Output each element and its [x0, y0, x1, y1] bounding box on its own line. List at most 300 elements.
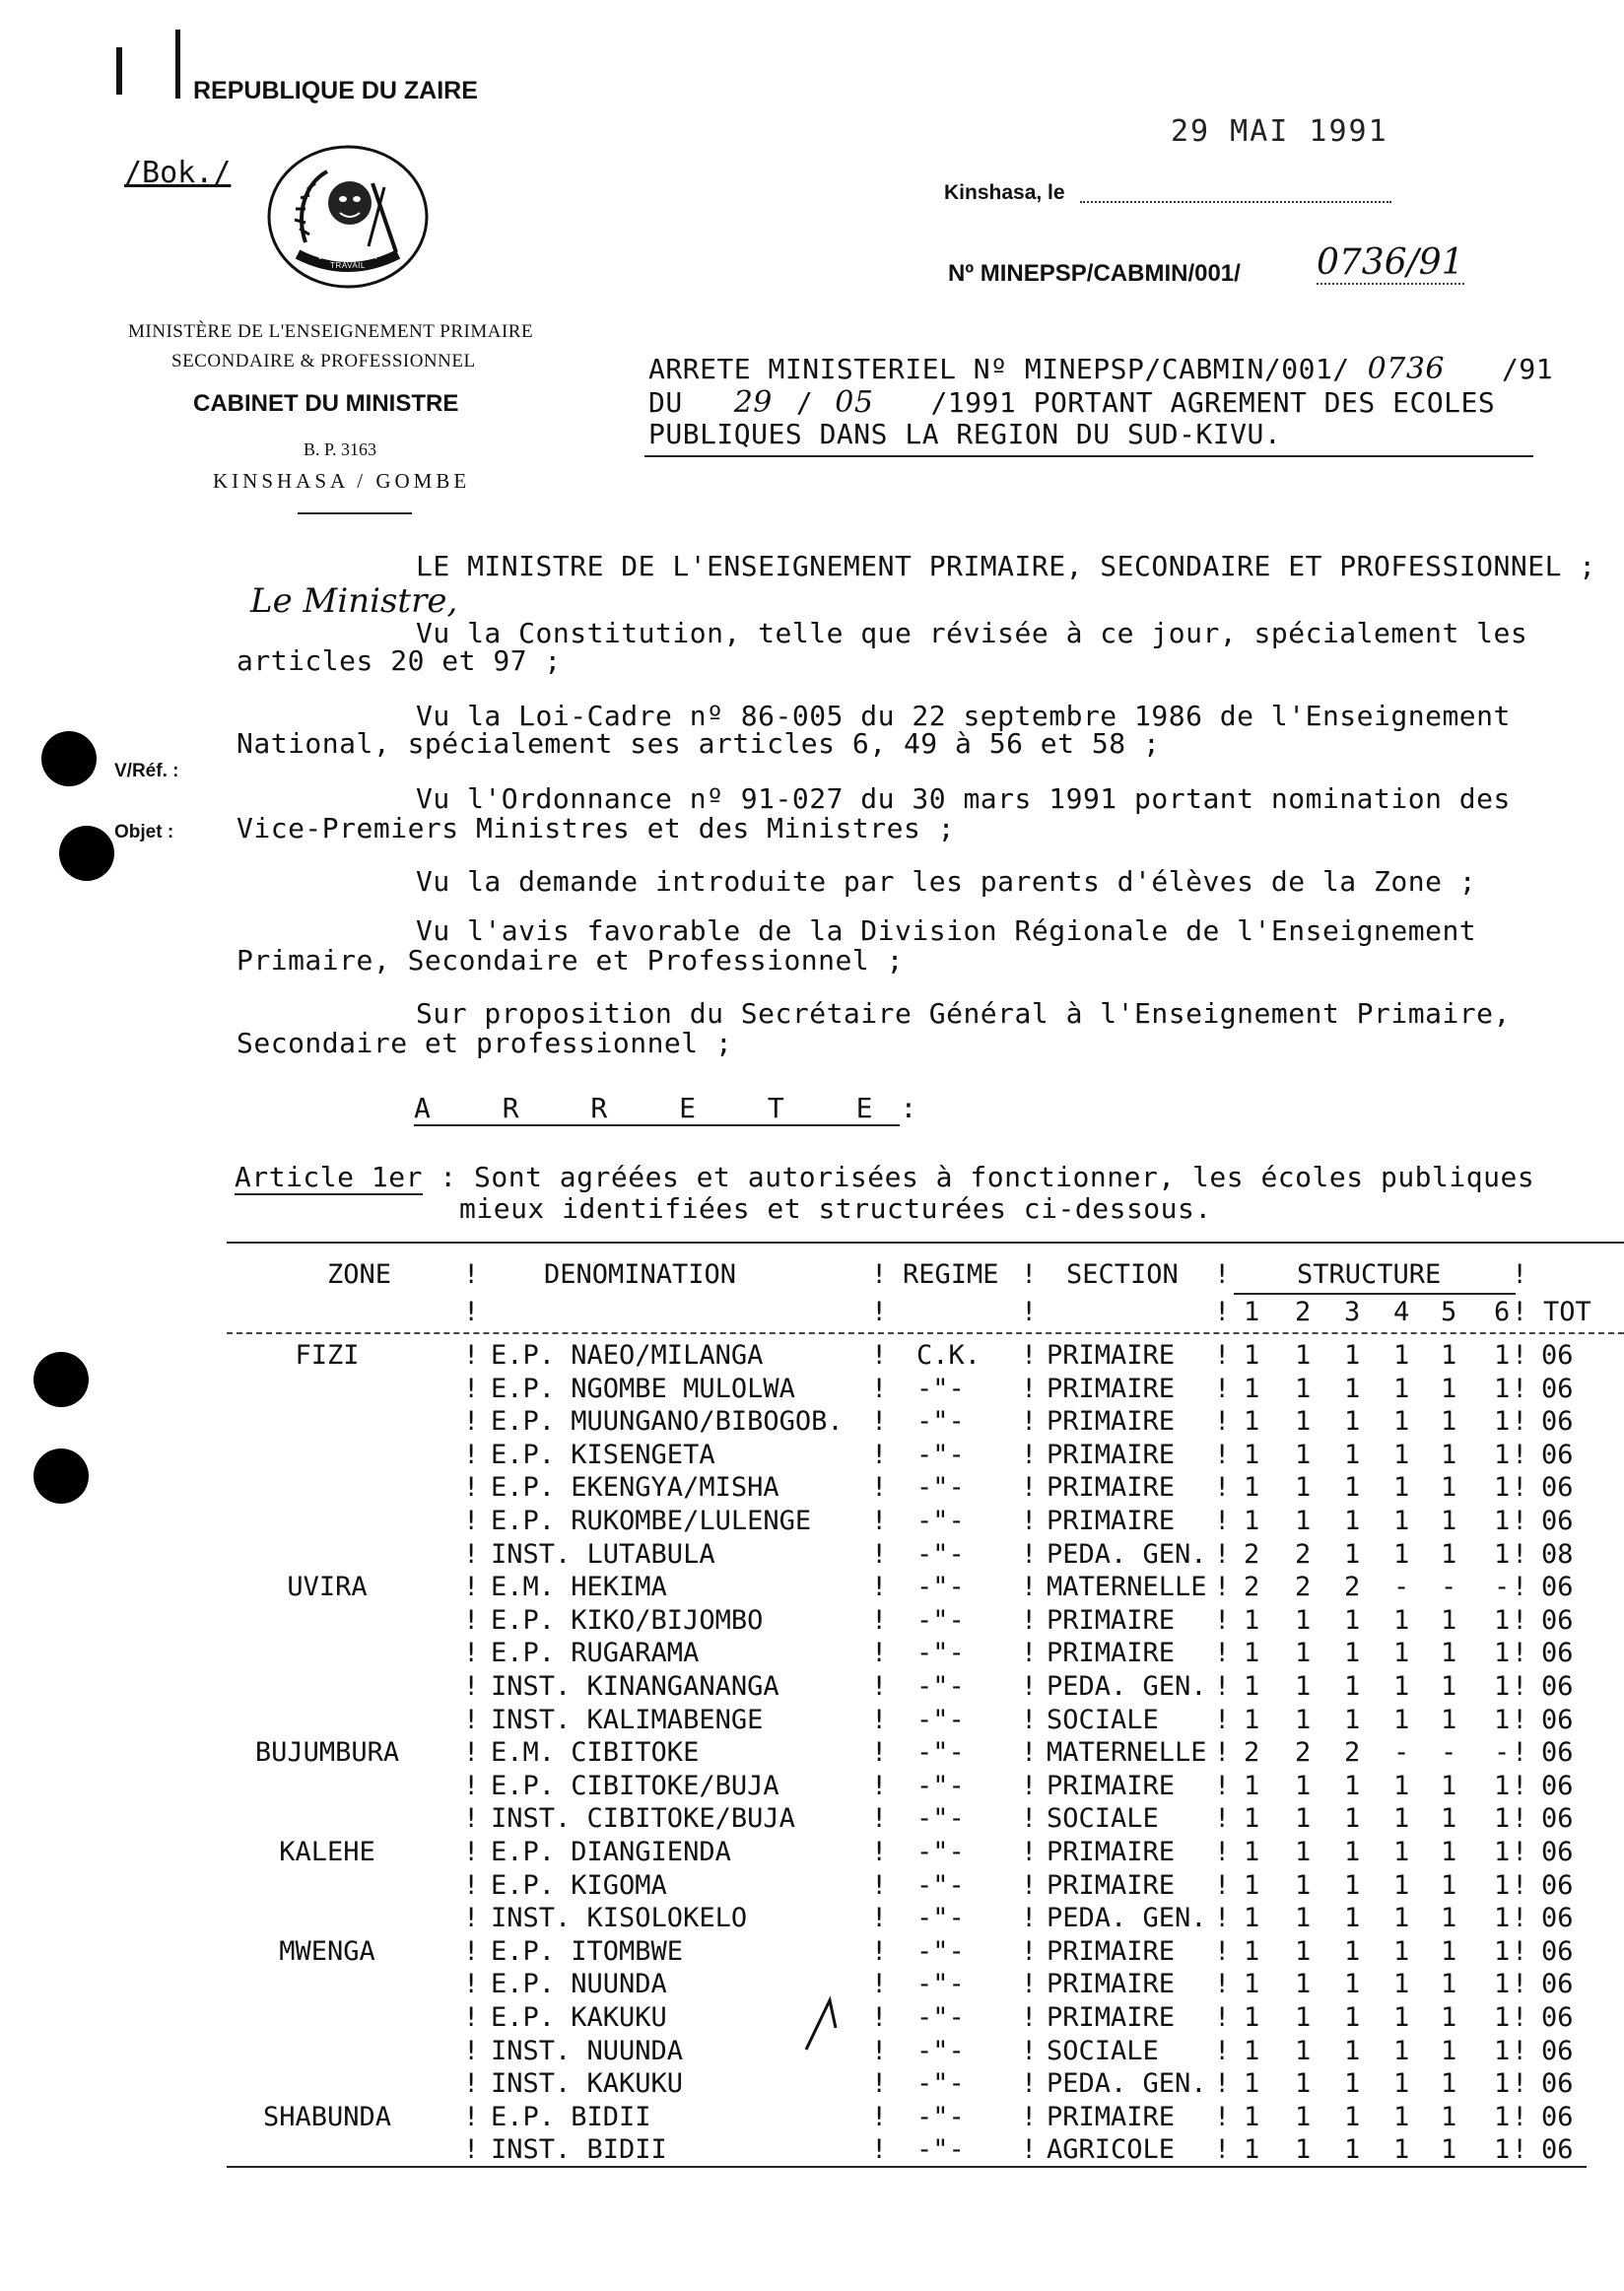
cell-denomination: E.P. RUGARAMA — [491, 1638, 700, 1669]
col-sep: ! — [463, 2068, 480, 2100]
cell-regime: -"- — [916, 1406, 965, 1438]
cell-regime: -"- — [916, 1604, 965, 1636]
col-sep: ! — [1021, 1259, 1038, 1290]
cell-denomination: E.P. NGOMBE MULOLWA — [491, 1373, 795, 1404]
col-sep: ! — [1214, 1439, 1231, 1470]
cell-structure-year-1: 1 — [1244, 1406, 1260, 1438]
cell-section: PRIMAIRE — [1047, 1406, 1176, 1438]
cell-denomination: E.P. KIKO/BIJOMBO — [491, 1604, 764, 1636]
col-sep: ! — [463, 1638, 480, 1669]
cell-regime: -"- — [916, 1837, 965, 1867]
cell-structure-year-4: 1 — [1393, 1969, 1410, 2000]
cell-denomination: INST. KISOLOKELO — [491, 1903, 748, 1934]
handwritten-mark — [802, 1994, 842, 2058]
title-month-handwritten: 05 — [835, 385, 874, 420]
cell-structure-year-5: 1 — [1441, 1538, 1457, 1570]
table-row — [0, 2102, 1624, 2134]
table-subheader-row — [0, 1297, 1624, 1329]
cell-section: PRIMAIRE — [1047, 1439, 1176, 1470]
col-sep: ! — [871, 1869, 888, 1901]
col-sep: ! — [1512, 1406, 1528, 1438]
cell-structure-year-5: 1 — [1441, 1604, 1457, 1636]
header-year-6: 6 — [1494, 1297, 1511, 1327]
col-sep: ! — [463, 1604, 480, 1636]
col-sep: ! — [463, 1572, 480, 1603]
cell-structure-year-2: 1 — [1295, 2134, 1312, 2166]
col-sep: ! — [871, 1969, 888, 2000]
col-sep: ! — [871, 1638, 888, 1669]
cell-structure-year-4: 1 — [1393, 1406, 1410, 1438]
col-sep: ! — [871, 1538, 888, 1570]
cell-denomination: E.P. NUUNDA — [491, 1969, 667, 2000]
cell-denomination: E.P. ITOMBWE — [491, 1935, 684, 1967]
col-sep: ! — [1214, 1935, 1231, 1967]
structure-underline — [1234, 1293, 1516, 1295]
title-slash: / — [795, 386, 814, 419]
cell-structure-year-2: 1 — [1295, 1770, 1312, 1801]
col-sep: ! — [1214, 1297, 1231, 1327]
col-sep: ! — [1512, 1506, 1528, 1536]
table-row — [0, 1539, 1624, 1572]
cell-structure-year-4: 1 — [1393, 1604, 1410, 1636]
col-sep: ! — [871, 1903, 888, 1934]
col-sep: ! — [1021, 1472, 1038, 1504]
col-sep: ! — [871, 1704, 888, 1735]
col-sep: ! — [1021, 1506, 1038, 1536]
cell-structure-year-3: 2 — [1344, 1737, 1361, 1769]
cell-total: 06 — [1541, 1472, 1574, 1504]
col-sep: ! — [463, 1472, 480, 1504]
cell-structure-year-2: 1 — [1295, 2068, 1312, 2100]
cell-total: 06 — [1541, 1671, 1574, 1702]
col-sep: ! — [1214, 1770, 1231, 1801]
cell-section: PRIMAIRE — [1047, 1935, 1176, 1967]
col-sep: ! — [1214, 1406, 1231, 1438]
cell-structure-year-3: 1 — [1344, 2002, 1361, 2033]
cell-section: PRIMAIRE — [1047, 2101, 1176, 2132]
cell-denomination: E.P. NAEO/MILANGA — [491, 1340, 764, 1371]
cell-structure-year-6: 1 — [1494, 2035, 1511, 2066]
col-sep: ! — [463, 1737, 480, 1769]
col-sep: ! — [1021, 1406, 1038, 1438]
col-sep: ! — [1512, 1472, 1528, 1504]
cell-zone: BUJUMBURA — [254, 1737, 400, 1769]
table-row — [0, 1406, 1624, 1439]
col-sep: ! — [1214, 1671, 1231, 1702]
cell-structure-year-5: 1 — [1441, 2035, 1457, 2066]
col-sep: ! — [1512, 1604, 1528, 1636]
cell-regime: -"- — [916, 1969, 965, 2000]
col-sep: ! — [871, 1837, 888, 1867]
cell-structure-year-5: 1 — [1441, 1969, 1457, 2000]
title-line-1 — [648, 352, 1554, 386]
cabinet-heading: CABINET DU MINISTRE — [193, 390, 459, 417]
handwritten-annotation: Le Ministre, — [250, 581, 458, 621]
ministry-line-1: MINISTÈRE DE L'ENSEIGNEMENT PRIMAIRE — [128, 321, 534, 342]
col-sep: ! — [871, 1737, 888, 1769]
cell-structure-year-1: 1 — [1244, 2134, 1260, 2166]
cell-structure-year-2: 1 — [1295, 1439, 1312, 1470]
col-sep: ! — [1021, 2101, 1038, 2132]
cell-structure-year-6: 1 — [1494, 1803, 1511, 1835]
cell-structure-year-4: - — [1393, 1737, 1410, 1769]
table-row — [0, 1936, 1624, 1969]
cell-structure-year-1: 1 — [1244, 1969, 1260, 2000]
cell-regime: -"- — [916, 1935, 965, 1967]
col-sep: ! — [1512, 1572, 1528, 1603]
cell-section: AGRICOLE — [1047, 2134, 1176, 2166]
cell-structure-year-6: 1 — [1494, 2068, 1511, 2100]
header-year-2: 2 — [1295, 1297, 1312, 1327]
cell-structure-year-6: - — [1494, 1737, 1511, 1769]
cell-total: 06 — [1541, 1837, 1574, 1867]
col-sep: ! — [463, 1538, 480, 1570]
title-line-1-text: ARRETE MINISTERIEL Nº MINEPSP/CABMIN/001/ — [648, 353, 1350, 385]
title-line-2 — [648, 385, 1496, 420]
cell-structure-year-4: 1 — [1393, 1506, 1410, 1536]
cell-structure-year-5: 1 — [1441, 2101, 1457, 2132]
cell-denomination: INST. LUTABULA — [491, 1538, 715, 1570]
col-sep: ! — [1214, 1506, 1231, 1536]
cell-structure-year-3: 1 — [1344, 1869, 1361, 1901]
header-bottom-rule — [227, 1332, 1624, 1334]
cell-zone: KALEHE — [279, 1837, 375, 1867]
cell-structure-year-3: 1 — [1344, 2101, 1361, 2132]
col-sep: ! — [1214, 2101, 1231, 2132]
header-zone: ZONE — [327, 1259, 392, 1290]
cell-structure-year-2: 1 — [1295, 1340, 1312, 1371]
title-line-2-text: /1991 PORTANT AGREMENT DES ECOLES — [930, 386, 1496, 419]
cell-total: 08 — [1541, 1538, 1574, 1570]
cell-zone: SHABUNDA — [262, 2101, 392, 2132]
cell-structure-year-3: 1 — [1344, 1770, 1361, 1801]
cell-denomination: INST. BIDII — [491, 2134, 667, 2166]
col-sep: ! — [463, 1671, 480, 1702]
col-sep: ! — [1021, 2134, 1038, 2166]
col-sep: ! — [1512, 1638, 1528, 1669]
col-sep: ! — [871, 2002, 888, 2033]
cell-structure-year-3: 1 — [1344, 1439, 1361, 1470]
cell-structure-year-3: 1 — [1344, 1373, 1361, 1404]
cell-denomination: E.P. CIBITOKE/BUJA — [491, 1770, 779, 1801]
cell-structure-year-3: 1 — [1344, 1538, 1361, 1570]
cell-structure-year-6: 1 — [1494, 1340, 1511, 1371]
cell-structure-year-6: 1 — [1494, 1406, 1511, 1438]
cell-structure-year-3: 1 — [1344, 1406, 1361, 1438]
seal-motto: JUSTICE PAIX TRAVAIL — [318, 252, 377, 270]
cell-section: SOCIALE — [1047, 2035, 1159, 2066]
date-stamp: 29 MAI 1991 — [1171, 114, 1388, 149]
col-sep: ! — [871, 1340, 888, 1371]
cell-structure-year-1: 1 — [1244, 1935, 1260, 1967]
header-tot: TOT — [1543, 1297, 1591, 1327]
republic-heading: REPUBLIQUE DU ZAIRE — [193, 77, 478, 104]
cell-structure-year-2: 1 — [1295, 2101, 1312, 2132]
cell-section: SOCIALE — [1047, 1704, 1159, 1735]
cell-structure-year-1: 2 — [1244, 1737, 1260, 1769]
cell-section: PRIMAIRE — [1047, 2002, 1176, 2033]
col-sep: ! — [1214, 1572, 1231, 1603]
col-sep: ! — [1214, 2134, 1231, 2166]
reference-number-label: Nº MINEPSP/CABMIN/001/ — [948, 260, 1241, 287]
cell-regime: C.K. — [916, 1340, 981, 1371]
city-line: KINSHASA / GOMBE — [213, 469, 471, 493]
col-sep: ! — [1021, 1297, 1038, 1327]
cell-structure-year-4: 1 — [1393, 1803, 1410, 1835]
col-sep: ! — [463, 1340, 480, 1371]
cell-structure-year-2: 1 — [1295, 1604, 1312, 1636]
table-row — [0, 1374, 1624, 1406]
col-sep: ! — [871, 1572, 888, 1603]
col-sep: ! — [1512, 1935, 1528, 1967]
col-sep: ! — [1021, 1340, 1038, 1371]
title-line-3: PUBLIQUES DANS LA REGION DU SUD-KIVU. — [648, 418, 1282, 450]
cell-structure-year-2: 1 — [1295, 2002, 1312, 2033]
article-line-2: mieux identifiées et structurées ci-dessous. — [459, 1192, 1212, 1225]
vu-demande: Vu la demande introduite par les parents d'élèves de la Zone ; — [416, 865, 1477, 898]
col-sep: ! — [1214, 1969, 1231, 2000]
cell-section: PRIMAIRE — [1047, 1837, 1176, 1867]
cell-regime: -"- — [916, 1704, 965, 1735]
col-sep: ! — [463, 2035, 480, 2066]
cell-structure-year-2: 1 — [1295, 1969, 1312, 2000]
cell-section: PRIMAIRE — [1047, 1373, 1176, 1404]
header-year-1: 1 — [1244, 1297, 1260, 1327]
col-sep: ! — [463, 1373, 480, 1404]
cell-total: 06 — [1541, 1737, 1574, 1769]
cell-regime: -"- — [916, 1538, 965, 1570]
cell-structure-year-1: 1 — [1244, 1506, 1260, 1536]
col-sep: ! — [1021, 1572, 1038, 1603]
cell-denomination: E.P. RUKOMBE/LULENGE — [491, 1506, 812, 1536]
col-sep: ! — [463, 1903, 480, 1934]
binding-mark — [116, 47, 122, 95]
vu-avis-line-1: Vu l'avis favorable de la Division Régionale de l'Enseignement — [416, 914, 1477, 947]
table-row — [0, 1903, 1624, 1935]
cell-section: MATERNELLE — [1047, 1737, 1207, 1769]
cell-regime: -"- — [916, 2134, 965, 2166]
table-row — [0, 2134, 1624, 2167]
cell-section: MATERNELLE — [1047, 1572, 1207, 1603]
col-sep: ! — [463, 1770, 480, 1801]
cell-structure-year-5: 1 — [1441, 1869, 1457, 1901]
table-row — [0, 1440, 1624, 1472]
cell-structure-year-3: 1 — [1344, 1903, 1361, 1934]
cell-structure-year-5: 1 — [1441, 1903, 1457, 1934]
article-label: Article 1er — [235, 1161, 423, 1193]
cell-denomination: INST. KINANGANANGA — [491, 1671, 779, 1702]
cell-structure-year-3: 1 — [1344, 1671, 1361, 1702]
col-sep: ! — [1214, 2035, 1231, 2066]
col-sep: ! — [1512, 2134, 1528, 2166]
cell-structure-year-6: 1 — [1494, 1935, 1511, 1967]
col-sep: ! — [1512, 1297, 1528, 1327]
cell-structure-year-4: 1 — [1393, 1538, 1410, 1570]
col-sep: ! — [1214, 1837, 1231, 1867]
cell-denomination: E.P. DIANGIENDA — [491, 1837, 731, 1867]
col-sep: ! — [1214, 1472, 1231, 1504]
cell-structure-year-5: 1 — [1441, 1770, 1457, 1801]
header-divider — [298, 512, 412, 514]
national-seal — [266, 144, 430, 290]
cell-total: 06 — [1541, 1439, 1574, 1470]
cell-structure-year-4: 1 — [1393, 1472, 1410, 1504]
cell-zone: MWENGA — [279, 1935, 375, 1967]
cell-regime: -"- — [916, 1638, 965, 1669]
cell-structure-year-2: 2 — [1295, 1737, 1312, 1769]
col-sep: ! — [1512, 1803, 1528, 1835]
cell-structure-year-5: 1 — [1441, 1373, 1457, 1404]
table-row — [0, 1803, 1624, 1836]
cell-structure-year-2: 1 — [1295, 1406, 1312, 1438]
table-row — [0, 1572, 1624, 1604]
col-sep: ! — [871, 1935, 888, 1967]
cell-structure-year-1: 2 — [1244, 1572, 1260, 1603]
cell-structure-year-2: 1 — [1295, 1903, 1312, 1934]
col-sep: ! — [463, 2101, 480, 2132]
col-sep: ! — [1512, 1903, 1528, 1934]
col-sep: ! — [1021, 1671, 1038, 1702]
col-sep: ! — [1021, 2002, 1038, 2033]
table-row — [0, 2068, 1624, 2101]
cell-structure-year-1: 1 — [1244, 1439, 1260, 1470]
table-row — [0, 1340, 1624, 1373]
col-sep: ! — [1214, 1373, 1231, 1404]
col-sep: ! — [463, 1297, 480, 1327]
reference-number-handwritten: 0736/91 — [1317, 242, 1464, 283]
arrete-colon: : — [900, 1092, 917, 1124]
cell-structure-year-4: 1 — [1393, 2134, 1410, 2166]
col-sep: ! — [1214, 1704, 1231, 1735]
cell-structure-year-4: 1 — [1393, 2002, 1410, 2033]
cell-structure-year-2: 1 — [1295, 1935, 1312, 1967]
cell-structure-year-4: 1 — [1393, 1770, 1410, 1801]
cell-structure-year-2: 1 — [1295, 1373, 1312, 1404]
header-year-3: 3 — [1344, 1297, 1361, 1327]
cell-denomination: INST. KALIMABENGE — [491, 1704, 764, 1735]
cell-structure-year-4: 1 — [1393, 2101, 1410, 2132]
cell-structure-year-1: 1 — [1244, 1903, 1260, 1934]
cell-structure-year-1: 1 — [1244, 1373, 1260, 1404]
col-sep: ! — [871, 1803, 888, 1835]
cell-structure-year-5: 1 — [1441, 1671, 1457, 1702]
title-day-handwritten: 29 — [733, 385, 773, 420]
cell-structure-year-3: 1 — [1344, 1803, 1361, 1835]
col-sep: ! — [871, 1297, 888, 1327]
cell-structure-year-3: 1 — [1344, 1837, 1361, 1867]
col-sep: ! — [1512, 2035, 1528, 2066]
cell-regime: -"- — [916, 1373, 965, 1404]
table-row — [0, 1472, 1624, 1505]
cell-structure-year-3: 2 — [1344, 1572, 1361, 1603]
cell-structure-year-5: 1 — [1441, 2134, 1457, 2166]
table-row — [0, 1771, 1624, 1803]
cell-structure-year-5: - — [1441, 1572, 1457, 1603]
cell-structure-year-4: 1 — [1393, 1340, 1410, 1371]
cell-section: PRIMAIRE — [1047, 1472, 1176, 1504]
vu-loi-cadre-line-2: National, spécialement ses articles 6, 49 à 56 et 58 ; — [237, 727, 1161, 760]
cell-structure-year-1: 1 — [1244, 1837, 1260, 1867]
cell-regime: -"- — [916, 1803, 965, 1835]
reference-initials: /Bok./ — [124, 156, 232, 190]
cell-regime: -"- — [916, 1869, 965, 1901]
cell-denomination: E.P. EKENGYA/MISHA — [491, 1472, 779, 1504]
col-sep: ! — [463, 1935, 480, 1967]
vu-avis-line-2: Primaire, Secondaire et Professionnel ; — [237, 944, 904, 977]
header-structure: STRUCTURE — [1297, 1259, 1442, 1290]
col-sep: ! — [1512, 1969, 1528, 2000]
cell-zone: UVIRA — [287, 1572, 368, 1603]
cell-total: 06 — [1541, 1638, 1574, 1669]
cell-structure-year-4: 1 — [1393, 1671, 1410, 1702]
cell-section: PEDA. GEN. — [1047, 2068, 1207, 2100]
cell-structure-year-6: 1 — [1494, 1472, 1511, 1504]
col-sep: ! — [463, 1803, 480, 1835]
cell-denomination: INST. NUUNDA — [491, 2035, 684, 2066]
cell-structure-year-1: 1 — [1244, 2068, 1260, 2100]
cell-structure-year-6: 1 — [1494, 2101, 1511, 2132]
cell-structure-year-4: 1 — [1393, 1837, 1410, 1867]
cell-total: 06 — [1541, 1506, 1574, 1536]
cell-structure-year-3: 1 — [1344, 1506, 1361, 1536]
col-sep: ! — [871, 1506, 888, 1536]
cell-structure-year-1: 1 — [1244, 1604, 1260, 1636]
preamble: LE MINISTRE DE L'ENSEIGNEMENT PRIMAIRE, SECONDAIRE ET PROFESSIONNEL ; — [416, 550, 1596, 582]
cell-structure-year-1: 1 — [1244, 2002, 1260, 2033]
cell-structure-year-3: 1 — [1344, 1604, 1361, 1636]
cell-denomination: E.P. BIDII — [491, 2101, 651, 2132]
col-sep: ! — [1021, 1439, 1038, 1470]
col-sep: ! — [871, 2035, 888, 2066]
cell-total: 06 — [1541, 1969, 1574, 2000]
table-row — [0, 1737, 1624, 1770]
cell-structure-year-5: 1 — [1441, 2002, 1457, 2033]
cell-section: PRIMAIRE — [1047, 1506, 1176, 1536]
cell-denomination: E.M. CIBITOKE — [491, 1737, 700, 1769]
col-sep: ! — [871, 1259, 888, 1290]
cell-structure-year-3: 1 — [1344, 1638, 1361, 1669]
header-denomination: DENOMINATION — [544, 1259, 737, 1290]
col-sep: ! — [1512, 1671, 1528, 1702]
cell-structure-year-6: 1 — [1494, 1439, 1511, 1470]
cell-structure-year-1: 1 — [1244, 2101, 1260, 2132]
col-sep: ! — [1021, 1770, 1038, 1801]
cell-structure-year-5: 1 — [1441, 1472, 1457, 1504]
cell-structure-year-5: 1 — [1441, 1439, 1457, 1470]
cell-structure-year-6: 1 — [1494, 1538, 1511, 1570]
cell-structure-year-5: 1 — [1441, 1935, 1457, 1967]
col-sep: ! — [871, 1373, 888, 1404]
cell-structure-year-6: 1 — [1494, 1903, 1511, 1934]
table-row — [0, 1870, 1624, 1903]
cell-total: 06 — [1541, 1869, 1574, 1901]
arrete-word: A R R E T E — [414, 1092, 901, 1124]
title-line-1-year: /91 — [1502, 353, 1554, 385]
cell-denomination: INST. KAKUKU — [491, 2068, 684, 2100]
cell-total: 06 — [1541, 2134, 1574, 2166]
cell-section: PRIMAIRE — [1047, 1869, 1176, 1901]
cell-structure-year-4: 1 — [1393, 1638, 1410, 1669]
cell-section: PRIMAIRE — [1047, 1969, 1176, 2000]
cell-structure-year-5: 1 — [1441, 1803, 1457, 1835]
cell-section: PRIMAIRE — [1047, 1604, 1176, 1636]
cell-total: 06 — [1541, 2068, 1574, 2100]
cell-section: SOCIALE — [1047, 1803, 1159, 1835]
postal-box: B. P. 3163 — [304, 439, 377, 459]
col-sep: ! — [1021, 2068, 1038, 2100]
cell-structure-year-2: 2 — [1295, 1572, 1312, 1603]
cell-section: PRIMAIRE — [1047, 1770, 1176, 1801]
